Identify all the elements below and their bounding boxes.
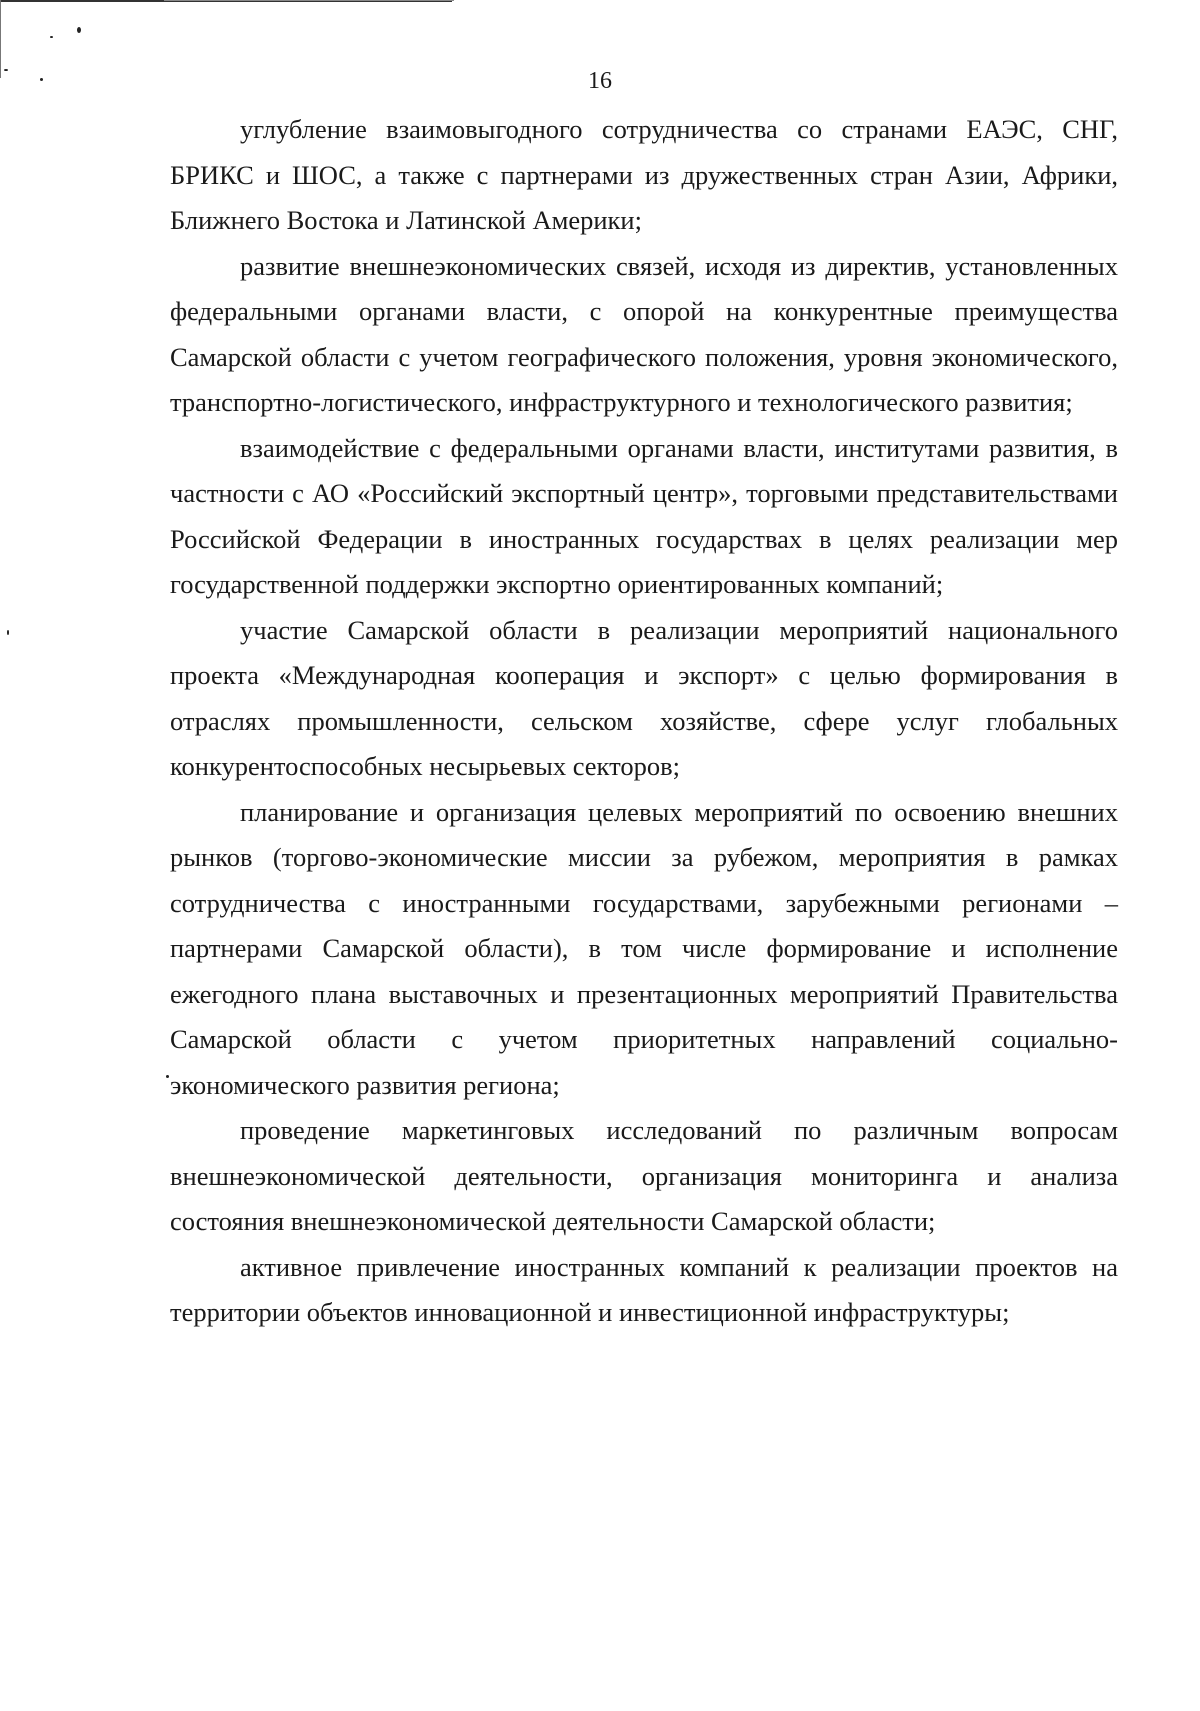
scan-border-top-faint <box>164 0 454 1</box>
scan-speck <box>50 36 53 38</box>
scan-speck <box>7 630 9 635</box>
page-number: 16 <box>588 68 612 94</box>
paragraph-marketing-research: проведение маркетинговых исследований по различным вопросам внешнеэкономической деятельности, организация мониторинга и анализа состояния внешнеэкономической деятельности Самарской области; <box>170 1115 1118 1236</box>
scan-speck <box>77 27 81 33</box>
paragraph-foreign-economic-ties: развитие внешнеэкономических связей, исходя из директив, установленных федеральными органами власти, с опорой на конкурентные преимущества Самарской области с учетом географического положения, уровня экономического, транспортно-логистического, инфраструктурного и технологического развития; <box>170 250 1118 417</box>
paragraph-federal-interaction: взаимодействие с федеральными органами власти, институтами развития, в частности с АО «Российский экспортный центр», торговыми представительствами Российской Федерации в иностранных государствах в целях реализации мер государственной поддержки экспортно ориентированных компаний; <box>170 432 1118 599</box>
paragraph-cooperation-eaeu: углубление взаимовыгодного сотрудничества со странами ЕАЭС, СНГ, БРИКС и ШОС, а также с партнерами из дружественных стран Азии, Африки, Ближнего Востока и Латинской Америки; <box>170 114 1118 235</box>
scan-speck <box>166 1075 169 1078</box>
paragraph-market-events-planning: планирование и организация целевых мероприятий по освоению внешних рынков (торгово-экономические миссии за рубежом, мероприятия в рамках сотрудничества с иностранными государствами, зарубежными регионами – партнерами Самарской области), в том числе формирование и исполнение ежегодного плана выставочных и презентационных мероприятий Правительства Самарской области с учетом приоритетных направлений социально-экономического развития региона; <box>170 796 1118 1100</box>
paragraph-national-project: участие Самарской области в реализации мероприятий национального проекта «Международная кооперация и экспорт» с целью формирования в отраслях промышленности, сельском хозяйстве, сфере услуг глобальных конкурентоспособных несырьевых секторов; <box>170 614 1118 781</box>
document-body <box>170 107 1118 1336</box>
paragraph-foreign-companies: активное привлечение иностранных компаний к реализации проектов на территории объектов инновационной и инвестиционной инфраструктуры; <box>170 1251 1118 1327</box>
